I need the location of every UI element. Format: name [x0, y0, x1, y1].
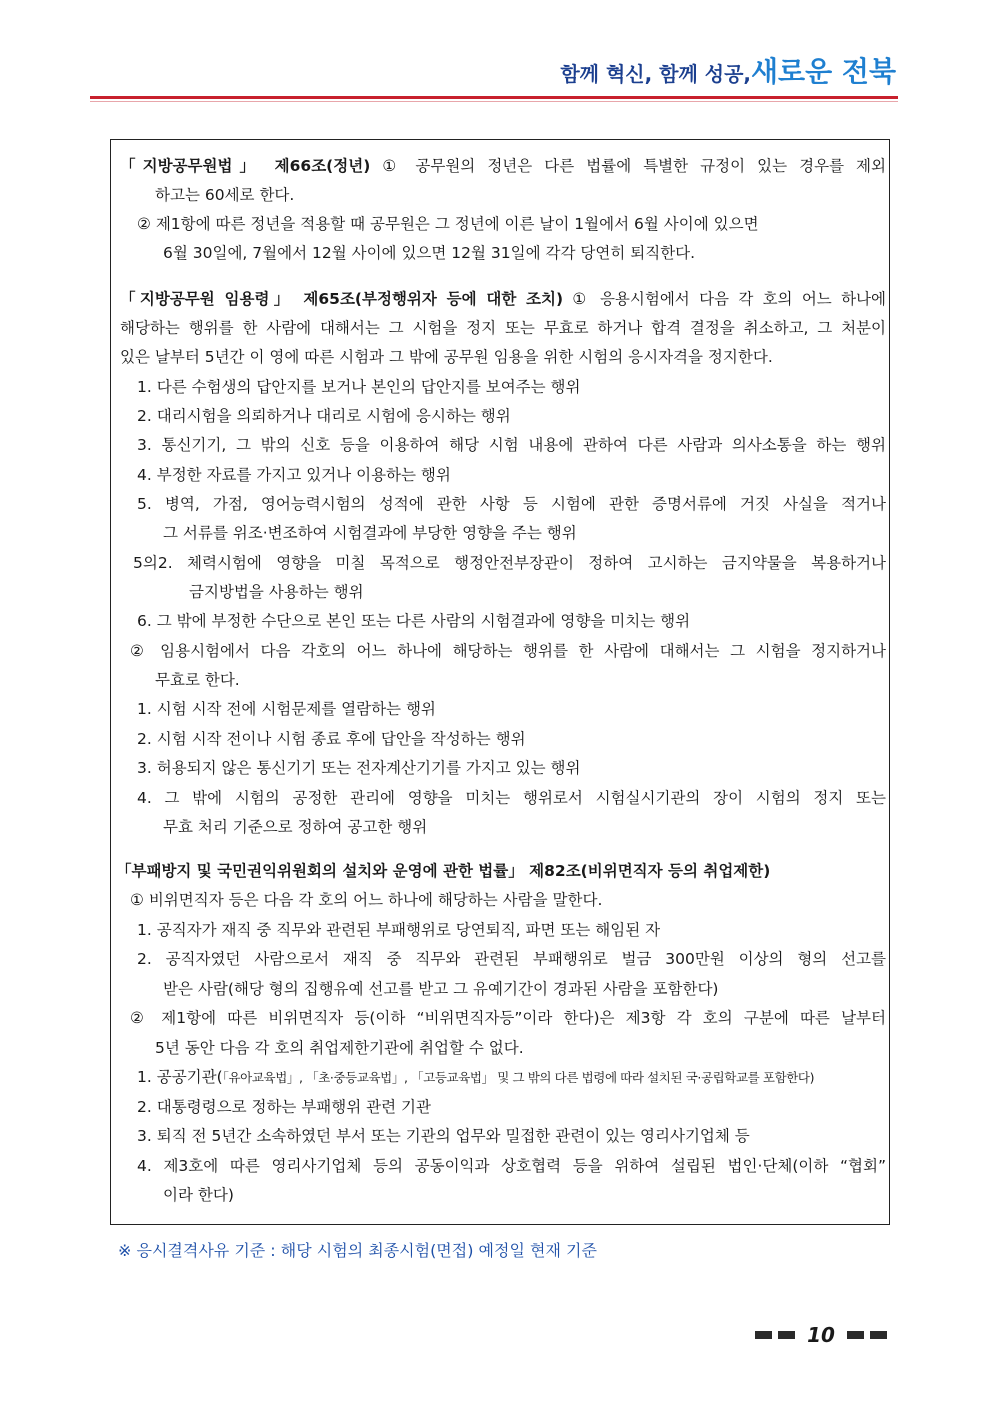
s3-sub1-small: 「유아교육법」, 「초·중등교육법」, 「고등교육법」 및 그 밖의 다른 법령에 따라 설치된 국·공립학교를 포함한다)	[222, 1070, 815, 1085]
slogan-part2: 새로운 전북	[751, 55, 896, 88]
s2-line3: 있은 날부터 5년간 이 영에 따른 시험과 그 밖에 공무원 임용을 위한 시험의 응시자격을 정지한다.	[120, 348, 773, 366]
s2-sub2: 2. 시험 시작 전이나 시험 종료 후에 답안을 작성하는 행위	[137, 730, 526, 748]
header-slogan	[0, 50, 896, 90]
s3-sub3: 3. 퇴직 전 5년간 소속하였던 부서 또는 기관의 업무와 밀접한 관련이 있는 영리사기업체 등	[137, 1127, 750, 1145]
s2-item2: 2. 대리시험을 의뢰하거나 대리로 시험에 응시하는 행위	[137, 407, 511, 425]
s1-line4: 6월 30일에, 7월에서 12월 사이에 있으면 12월 31일에 각각 당연히 퇴직한다.	[163, 244, 696, 262]
s2-sub4a: 4. 그 밖에 시험의 공정한 관리에 영향을 미치는 행위로서 시험실시기관의 장이 시험의 정지 또는	[137, 789, 886, 807]
s2-item5a: 5. 병역, 가점, 영어능력시험의 성적에 관한 사항 등 시험에 관한 증명서류에 거짓 사실을 적거나	[137, 495, 886, 513]
s3-sub4b: 이라 한다)	[163, 1186, 234, 1204]
s1-line1	[120, 152, 886, 180]
s2-item5-2a: 5의2. 체력시험에 영향을 미칠 목적으로 행정안전부장관이 정하여 고시하는 금지약물을 복용하거나	[133, 554, 886, 572]
s3-item2b: 받은 사람(해당 형의 집행유예 선고를 받고 그 유예기간이 경과된 사람을 포함한다)	[163, 980, 719, 998]
s1-line1-rest: ① 공무원의 정년은 다른 법률에 특별한 규정이 있는 경우를 제외	[370, 157, 886, 175]
page-bar-left-1	[755, 1331, 772, 1339]
page-number-text: 10	[807, 1323, 835, 1347]
page-number	[746, 1320, 896, 1350]
s2-item1: 1. 다른 수험생의 답안지를 보거나 본인의 답안지를 보여주는 행위	[137, 378, 581, 396]
page-bar-left-2	[778, 1331, 795, 1339]
s1-line2: 하고는 60세로 한다.	[155, 186, 295, 204]
page-bar-right-1	[847, 1331, 864, 1339]
header-rule-thin	[90, 101, 898, 102]
s2-sub4b: 무효 처리 기준으로 정하여 공고한 행위	[163, 818, 428, 836]
s3-sub1-head: 1. 공공기관(	[137, 1068, 223, 1086]
s2-para2b: 무효로 한다.	[155, 671, 240, 689]
s2-line1	[120, 285, 886, 313]
s3-para1: ① 비위면직자 등은 다음 각 호의 어느 하나에 해당하는 사람을 말한다.	[130, 891, 603, 909]
s3-sub4a: 4. 제3호에 따른 영리사기업체 등의 공동이익과 상호협력 등을 위하여 설립된 법인·단체(이하 “협회”	[137, 1157, 886, 1175]
s3-item1: 1. 공직자가 재직 중 직무와 관련된 부패행위로 당연퇴직, 파면 또는 해임된 자	[137, 921, 661, 939]
s2-para2a: ② 임용시험에서 다음 각호의 어느 하나에 해당하는 행위를 한 사람에 대해서는 그 시험을 정지하거나	[130, 642, 886, 660]
s3-sub1	[137, 1063, 814, 1091]
s2-sub1: 1. 시험 시작 전에 시험문제를 열람하는 행위	[137, 700, 436, 718]
s2-item5-2b: 금지방법을 사용하는 행위	[189, 583, 364, 601]
s1-title: 「지방공무원법」 제66조(정년)	[120, 157, 371, 175]
s2-item4: 4. 부정한 자료를 가지고 있거나 이용하는 행위	[137, 466, 451, 484]
s3-sub2: 2. 대통령령으로 정하는 부패행위 관련 기관	[137, 1098, 431, 1116]
s2-item6: 6. 그 밖에 부정한 수단으로 본인 또는 다른 사람의 시험결과에 영향을 미치는 행위	[137, 612, 691, 630]
eligibility-note: ※ 응시결격사유 기준 : 해당 시험의 최종시험(면접) 예정일 현재 기준	[118, 1241, 597, 1260]
s3-para2a: ② 제1항에 따른 비위면직자 등(이하 “비위면직자등”이라 한다)은 제3항 각 호의 구분에 따른 날부터	[130, 1009, 886, 1027]
s1-line3: ② 제1항에 따른 정년을 적용할 때 공무원은 그 정년에 이른 날이 1월에서 6월 사이에 있으면	[137, 215, 759, 233]
s2-line2: 해당하는 행위를 한 사람에 대해서는 그 시험을 정지 또는 무효로 하거나 합격 결정을 취소하고, 그 처분이	[120, 319, 886, 337]
s2-line1-rest: ① 응용시험에서 다음 각 호의 어느 하나에	[563, 290, 886, 308]
s2-item3: 3. 통신기기, 그 밖의 신호 등을 이용하여 해당 시험 내용에 관하여 다른 사람과 의사소통을 하는 행위	[137, 436, 886, 454]
s3-para2b: 5년 동안 다음 각 호의 취업제한기관에 취업할 수 없다.	[155, 1039, 524, 1057]
page-bar-right-2	[870, 1331, 887, 1339]
s3-item2a: 2. 공직자였던 사람으로서 재직 중 직무와 관련된 부패행위로 벌금 300만원 이상의 형의 선고를	[137, 950, 886, 968]
s2-sub3: 3. 허용되지 않은 통신기기 또는 전자계산기기를 가지고 있는 행위	[137, 759, 581, 777]
s3-title: 「부패방지 및 국민권익위원회의 설치와 운영에 관한 법률」 제82조(비위면직자 등의 취업제한)	[116, 862, 771, 880]
s2-title: 「지방공무원 임용령」 제65조(부정행위자 등에 대한 조치)	[120, 290, 564, 308]
slogan-part1: 함께 혁신, 함께 성공,	[560, 62, 751, 86]
s2-item5b: 그 서류를 위조·변조하여 시험결과에 부당한 영향을 주는 행위	[163, 524, 577, 542]
header-rule	[90, 96, 898, 99]
